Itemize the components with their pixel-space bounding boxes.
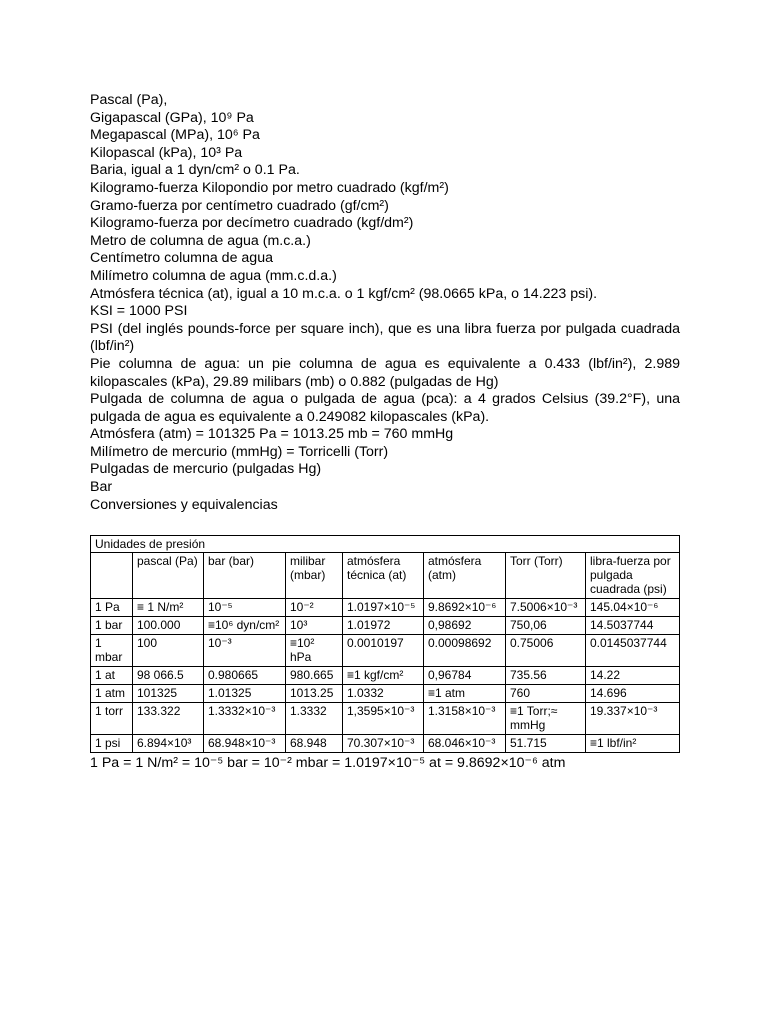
table-cell: 1.0332 bbox=[343, 685, 424, 703]
table-cell: 9.8692×10⁻⁶ bbox=[424, 599, 506, 617]
table-row bbox=[91, 617, 680, 635]
table-header-cell: milibar (mbar) bbox=[286, 553, 343, 599]
table-cell: 70.307×10⁻³ bbox=[343, 735, 424, 753]
table-cell: 10⁻⁵ bbox=[204, 599, 286, 617]
table-cell: 7.5006×10⁻³ bbox=[506, 599, 586, 617]
table-cell: 0,96784 bbox=[424, 667, 506, 685]
text-line: Milímetro columna de agua (mm.c.d.a.) bbox=[90, 267, 337, 284]
table-header-cell: Torr (Torr) bbox=[506, 553, 586, 599]
table-caption-row bbox=[91, 536, 680, 553]
table-corner-cell bbox=[91, 553, 133, 599]
table-header-cell: pascal (Pa) bbox=[133, 553, 204, 599]
text-line: KSI = 1000 PSI bbox=[90, 303, 188, 320]
table-cell: 735.56 bbox=[506, 667, 586, 685]
table-cell: 0.980665 bbox=[204, 667, 286, 685]
table-cell: ≡1 kgf/cm² bbox=[343, 667, 424, 685]
text-line: Megapascal (MPa), 10⁶ Pa bbox=[90, 127, 260, 144]
table-cell: 0,98692 bbox=[424, 617, 506, 635]
text-line: Bar bbox=[90, 479, 113, 496]
table-cell: 145.04×10⁻⁶ bbox=[586, 599, 680, 617]
table-cell: 68.948 bbox=[286, 735, 343, 753]
table-cell: 1,3595×10⁻³ bbox=[343, 703, 424, 735]
document-page bbox=[90, 92, 680, 772]
table-cell: 14.696 bbox=[586, 685, 680, 703]
text-paragraph: PSI (del inglés pounds-force per square inch), que es una libra fuerza por pulgada cuadrada (lbf/in²) bbox=[90, 320, 680, 355]
text-paragraph: Pulgada de columna de agua o pulgada de agua (pca): a 4 grados Celsius (39.2°F), una pulgada de agua es equivalente a 0.249082 kilopascales (kPa). bbox=[90, 391, 680, 425]
table-cell: ≡1 lbf/in² bbox=[586, 735, 680, 753]
text-line: Baria, igual a 1 dyn/cm² o 0.1 Pa. bbox=[90, 162, 300, 179]
table-cell: 750,06 bbox=[506, 617, 586, 635]
table-cell: 0.0010197 bbox=[343, 635, 424, 667]
text-line: Kilopascal (kPa), 10³ Pa bbox=[90, 144, 243, 161]
text-line: Kilogramo-fuerza Kilopondio por metro cuadrado (kgf/m²) bbox=[90, 179, 449, 196]
table-row bbox=[91, 685, 680, 703]
table-cell: 100 bbox=[133, 635, 204, 667]
table-cell: 1.3158×10⁻³ bbox=[424, 703, 506, 735]
table-cell: 0.0145037744 bbox=[586, 635, 680, 667]
table-cell: 1.0197×10⁻⁵ bbox=[343, 599, 424, 617]
table-header-row bbox=[91, 553, 680, 599]
text-line: Pulgadas de mercurio (pulgadas Hg) bbox=[90, 461, 322, 478]
table-header-cell: bar (bar) bbox=[204, 553, 286, 599]
table-cell: 68.046×10⁻³ bbox=[424, 735, 506, 753]
table-row bbox=[91, 703, 680, 735]
text-line: Gigapascal (GPa), 10⁹ Pa bbox=[90, 109, 254, 126]
text-line: Pascal (Pa), bbox=[90, 92, 168, 108]
text-line: Centímetro columna de agua bbox=[90, 250, 273, 267]
table-cell: 133.322 bbox=[133, 703, 204, 735]
text-line: Metro de columna de agua (m.c.a.) bbox=[90, 232, 311, 249]
table-cell: 101325 bbox=[133, 685, 204, 703]
table-cell: 68.948×10⁻³ bbox=[204, 735, 286, 753]
table-row bbox=[91, 599, 680, 617]
table-cell: 10⁻² bbox=[286, 599, 343, 617]
table-cell: 51.715 bbox=[506, 735, 586, 753]
table-cell: 6.894×10³ bbox=[133, 735, 204, 753]
table-cell: 98 066.5 bbox=[133, 667, 204, 685]
table-cell: ≡10⁶ dyn/cm² bbox=[204, 617, 286, 635]
table-cell: ≡10² hPa bbox=[286, 635, 343, 667]
row-label: 1 Pa bbox=[91, 599, 133, 617]
table-cell: 10³ bbox=[286, 617, 343, 635]
row-label: 1 psi bbox=[91, 735, 133, 753]
row-label: 1 atm bbox=[91, 685, 133, 703]
pressure-units-table-container bbox=[90, 535, 680, 753]
table-cell: 1.01972 bbox=[343, 617, 424, 635]
table-cell: 1013.25 bbox=[286, 685, 343, 703]
text-line: Gramo-fuerza por centímetro cuadrado (gf/cm²) bbox=[90, 197, 389, 214]
table-cell: 760 bbox=[506, 685, 586, 703]
table-cell: 19.337×10⁻³ bbox=[586, 703, 680, 735]
table-cell: ≡1 Torr;≈ mmHg bbox=[506, 703, 586, 735]
text-line: Kilogramo-fuerza por decímetro cuadrado (kgf/dm²) bbox=[90, 215, 414, 232]
table-cell: ≡ 1 N/m² bbox=[133, 599, 204, 617]
row-label: 1 bar bbox=[91, 617, 133, 635]
table-cell: 1.3332 bbox=[286, 703, 343, 735]
table-cell: 14.5037744 bbox=[586, 617, 680, 635]
pressure-units-table bbox=[90, 535, 680, 753]
table-cell: 0.75006 bbox=[506, 635, 586, 667]
table-cell: ≡1 atm bbox=[424, 685, 506, 703]
pressure-units-list bbox=[90, 92, 680, 514]
section-heading: Conversiones y equivalencias bbox=[90, 496, 278, 513]
table-caption: Unidades de presión bbox=[91, 536, 680, 553]
text-line: Atmósfera técnica (at), igual a 10 m.c.a. o 1 kgf/cm² (98.0665 kPa, o 14.223 psi). bbox=[90, 285, 598, 302]
table-cell: 1.01325 bbox=[204, 685, 286, 703]
text-line: Milímetro de mercurio (mmHg) = Torricelli (Torr) bbox=[90, 443, 389, 460]
table-row bbox=[91, 735, 680, 753]
table-cell: 1.3332×10⁻³ bbox=[204, 703, 286, 735]
table-cell: 100.000 bbox=[133, 617, 204, 635]
table-cell: 0.00098692 bbox=[424, 635, 506, 667]
text-line: Atmósfera (atm) = 101325 Pa = 1013.25 mb = 760 mmHg bbox=[90, 426, 454, 443]
table-header-cell: libra-fuerza por pulgada cuadrada (psi) bbox=[586, 553, 680, 599]
conversion-equation: 1 Pa = 1 N/m² = 10⁻⁵ bar = 10⁻² mbar = 1.0197×10⁻⁵ at = 9.8692×10⁻⁶ atm bbox=[90, 755, 566, 772]
row-label: 1 mbar bbox=[91, 635, 133, 667]
table-cell: 980.665 bbox=[286, 667, 343, 685]
table-header-cell: atmósfera (atm) bbox=[424, 553, 506, 599]
row-label: 1 at bbox=[91, 667, 133, 685]
table-row bbox=[91, 667, 680, 685]
table-header-cell: atmósfera técnica (at) bbox=[343, 553, 424, 599]
table-cell: 14.22 bbox=[586, 667, 680, 685]
text-paragraph: Pie columna de agua: un pie columna de agua es equivalente a 0.433 (lbf/in²), 2.989 kilopascales (kPa), 29.89 milibars (mb) o 0.882 (pulgadas de Hg) bbox=[90, 355, 680, 390]
row-label: 1 torr bbox=[91, 703, 133, 735]
table-row bbox=[91, 635, 680, 667]
table-cell: 10⁻³ bbox=[204, 635, 286, 667]
